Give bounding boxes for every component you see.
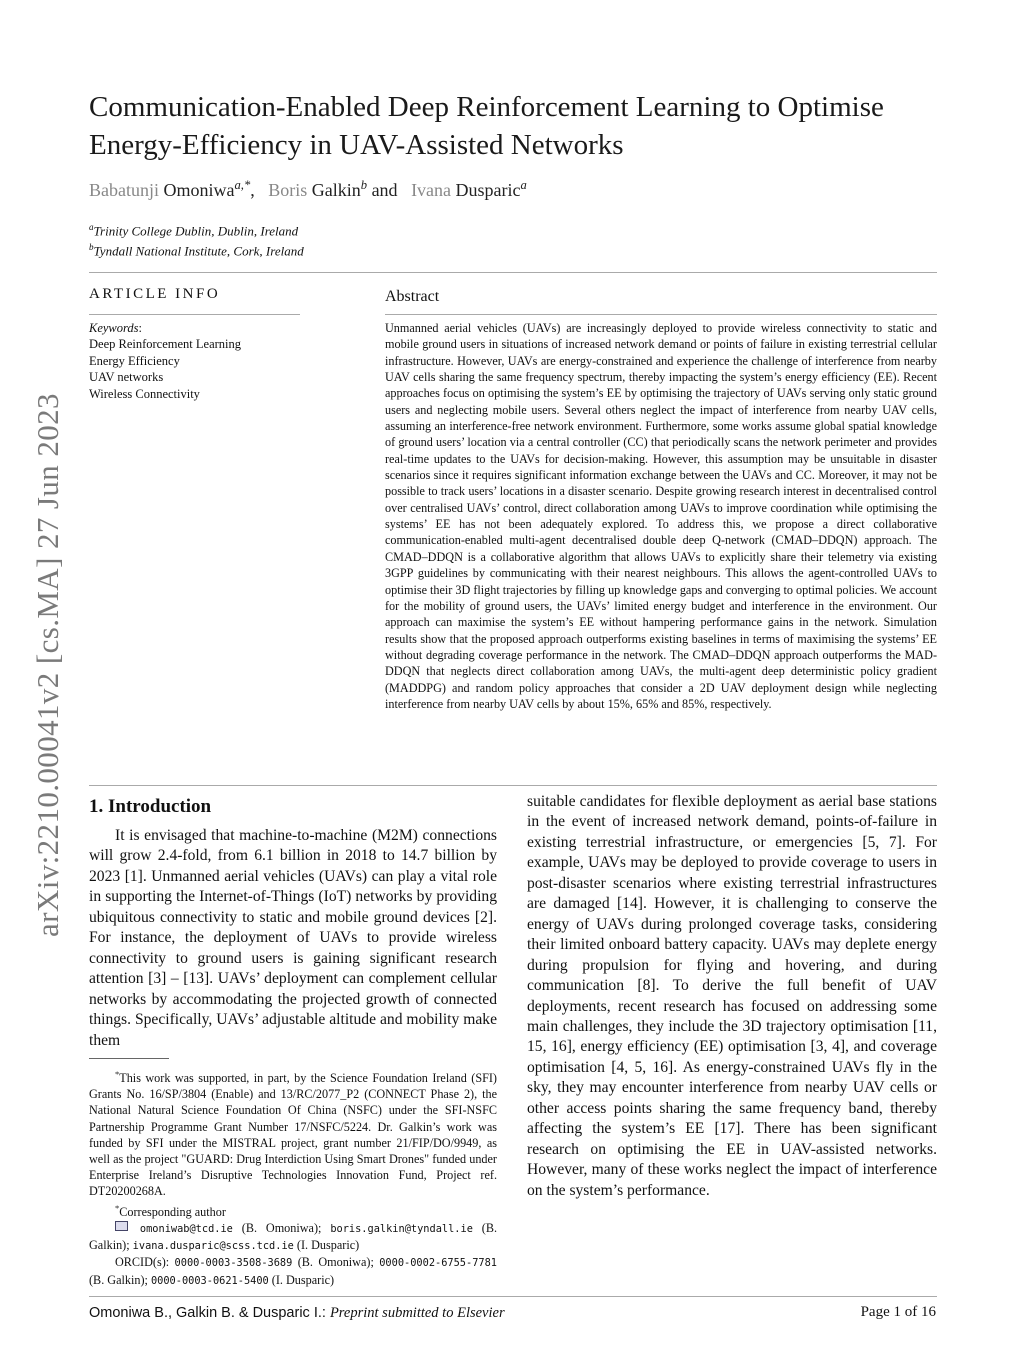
footer-venue: Preprint submitted to Elsevier <box>329 1305 505 1321</box>
funding-footnote: *This work was supported, in part, by the Science Foundation Ireland (SFI) Grants No. 16/SP/3804 (Enable) and 13/RC/2077_P2 (CONNECT Phase 2), the National Natural Science Foundation Of China (NSFC) under the SFI-NSFC Partnership Programme Grant Number 17/NSFC/5224. Dr. Galkin’s work was funded by SFI under the MISTRAL project, grant number 21/FIP/DO/9949, as well as the project "GUARD: Drug Interdiction Using Smart Drones" funded under Enterprise Ireland’s Disruptive Technologies Innovation Fund, Project ref. DT20200268A. <box>89 1069 497 1199</box>
paragraph: It is envisaged that machine-to-machine (M2M) connections will grow 2.4-fold, from 6.1 billion in 2018 to 14.7 billion by 2023 [1]. Unmanned aerial vehicles (UAVs) can play a vital role in supporting the Internet-of-Things (IoT) networks by providing ubiquitous connectivity to static and mobile ground devices [2]. For instance, the deployment of UAVs to provide wireless connectivity to ground users is gaining significant research attention [3] – [13]. UAVs’ deployment can complement cellular networks by accommodating the projected growth of connected things. Specifically, UAVs’ adjustable altitude and mobility make them <box>89 827 497 1049</box>
envelope-icon <box>115 1221 128 1231</box>
abstract-divider <box>385 314 937 315</box>
footer-divider <box>89 1296 937 1297</box>
keywords-label: Keywords <box>89 321 139 335</box>
intro-column-right <box>527 792 937 1201</box>
affiliation: $^b$Tyndall National Institute, Cork, Ireland <box>89 242 304 259</box>
running-footer <box>89 1305 505 1322</box>
footer-authors: Omoniwa B., Galkin B. & Dusparic I.: <box>89 1305 326 1321</box>
orcid-link[interactable]: 0000-0002-6755-7781 <box>379 1257 498 1270</box>
author[interactable]: Boris Galkin$^b$ and <box>268 178 398 200</box>
orcid-link[interactable]: 0000-0003-3508-3689 <box>174 1257 293 1270</box>
arxiv-identifier: arXiv:2210.00041v2 [cs.MA] 27 Jun 2023 <box>30 393 65 937</box>
email-link[interactable]: omoniwab@tcd.ie <box>139 1222 233 1235</box>
article-info-heading: ARTICLE INFO <box>89 286 221 302</box>
orcid-link[interactable]: 0000-0003-0621-5400 <box>150 1274 269 1287</box>
header-divider <box>89 272 937 273</box>
keyword: UAV networks <box>89 370 164 385</box>
section-heading: 1. Introduction <box>89 796 212 817</box>
orcid-footnote: ORCID(s): 0000-0003-3508-3689 (B. Omoniwa); 0000-0002-6755-7781 (B. Galkin); 0000-0003-0621-5400 (I. Dusparic) <box>89 1255 498 1287</box>
keyword: Energy Efficiency <box>89 353 180 368</box>
paper-title: Communication-Enabled Deep Reinforcement Learning to Optimise Energy-Efficiency in UAV-Assisted Networks <box>89 91 884 161</box>
keyword: Deep Reinforcement Learning <box>89 337 242 352</box>
author[interactable]: Ivana Dusparic$^a$ <box>411 178 527 200</box>
author[interactable]: Babatunji Omoniwa$^{a,*}$, <box>89 178 255 200</box>
footnotes <box>89 1066 497 1289</box>
corresponding-footnote: *Corresponding author <box>115 1202 226 1219</box>
abstract-text: Unmanned aerial vehicles (UAVs) are increasingly deployed to provide wireless connectivity to static and mobile ground users in situations of increased network demand or points of failure in existing terrestrial cellular infrastructure. However, UAVs are energy-constrained and experience the challenge of interference from nearby UAV cells sharing the same frequency spectrum, thereby impacting the system’s energy efficiency (EE). Recent approaches focus on optimising the system’s EE by optimising the trajectory of UAVs serving only static ground users and neglecting mobile users. Several others neglect the impact of interference from nearby UAV cells, assuming an interference-free network environment. Furthermore, some works assume global spatial knowledge of ground users’ location via a central controller (CC) that periodically scans the network perimeter and provides real-time updates to the UAVs for decision-making. However, this assumption may be unsuitable in disaster scenarios since it requires significant information exchange between the UAVs and CC. Moreover, it may not be possible to track users’ locations in a disaster scenario. Despite growing research interest in decentralised control over centralised UAVs’ control, direct collaboration among UAVs to improve coordination while optimising the systems’ EE has not been adequately explored. To address this, we propose a direct collaborative communication-enabled multi-agent decentralised double deep Q-network (CMAD–DDQN) approach. The CMAD–DDQN is a collaborative algorithm that allows UAVs to explicitly share their telemetry via existing 3GPP guidelines by communicating with their nearest neighbours. This allows the agent-controlled UAVs to optimise their 3D flight trajectories by filling up knowledge gaps and converging to optimal policies. We account for the mobility of ground users, the UAVs’ limited energy budget and interference in the environment. Our approach can maximise the system’s EE without hampering performance gains in the network. Simulation results show that the proposed approach outperforms existing baselines in terms of maximising the systems’ EE without degrading coverage performance in the network. The CMAD–DDQN approach outperforms the MAD-DDQN that neglects direct collaboration among UAVs, the multi-agent deep deterministic policy gradient (MADDPG) and random policy approaches that consider a 2D UAV deployment design while neglecting interference from nearby UAV cells by about 15%, 65% and 85%, respectively. <box>385 321 937 711</box>
email-link[interactable]: boris.galkin@tyndall.ie <box>330 1222 473 1235</box>
article-info-divider <box>89 314 300 315</box>
intro-column-left <box>89 826 497 1051</box>
email-link[interactable]: ivana.dusparic@scss.tcd.ie <box>132 1240 294 1253</box>
footnote-rule <box>89 1058 169 1059</box>
affiliation: $^a$Trinity College Dublin, Dublin, Ireland <box>89 222 299 239</box>
body-divider <box>89 785 937 786</box>
keyword: Wireless Connectivity <box>89 386 200 401</box>
email-footnote: omoniwab@tcd.ie (B. Omoniwa); boris.galkin@tyndall.ie (B. Galkin); ivana.dusparic@scss.tcd.ie (I. Dusparic) <box>89 1220 498 1253</box>
paragraph: suitable candidates for flexible deployment as aerial base stations in the event of increased network demand, points-of-failure in existing terrestrial infrastructure, or emergencies [5, 7]. For example, UAVs may be deployed to provide coverage to users in post-disaster scenarios where existing terrestrial infrastructures are damaged [14]. However, it is challenging to conserve the energy of UAVs during prolonged coverage tasks, considering their limited onboard battery capacity. UAVs may deplete energy during propulsion for flying and hovering, and during communication [8]. To derive the full benefit of UAV deployments, recent research has focused on addressing some main challenges, they include the 3D trajectory optimisation [11, 15, 16], energy efficiency (EE) optimisation [3, 4], and coverage optimisation [4, 5, 16]. As energy-constrained UAVs fly in the sky, they may encounter interference from nearby UAV cells or other access points sharing the same frequency band, thereby affecting the system’s EE [17]. There has been significant research on optimising the EE in UAV-assisted networks. However, many of these works neglect the impact of interference on the system’s performance. <box>527 793 937 1199</box>
abstract-heading: Abstract <box>385 288 440 305</box>
author-list <box>89 178 527 201</box>
keywords-block: Keywords: Deep Reinforcement Learning Energy Efficiency UAV networks Wireless Connectivity <box>89 321 242 401</box>
page-number: Page 1 of 16 <box>860 1304 936 1320</box>
